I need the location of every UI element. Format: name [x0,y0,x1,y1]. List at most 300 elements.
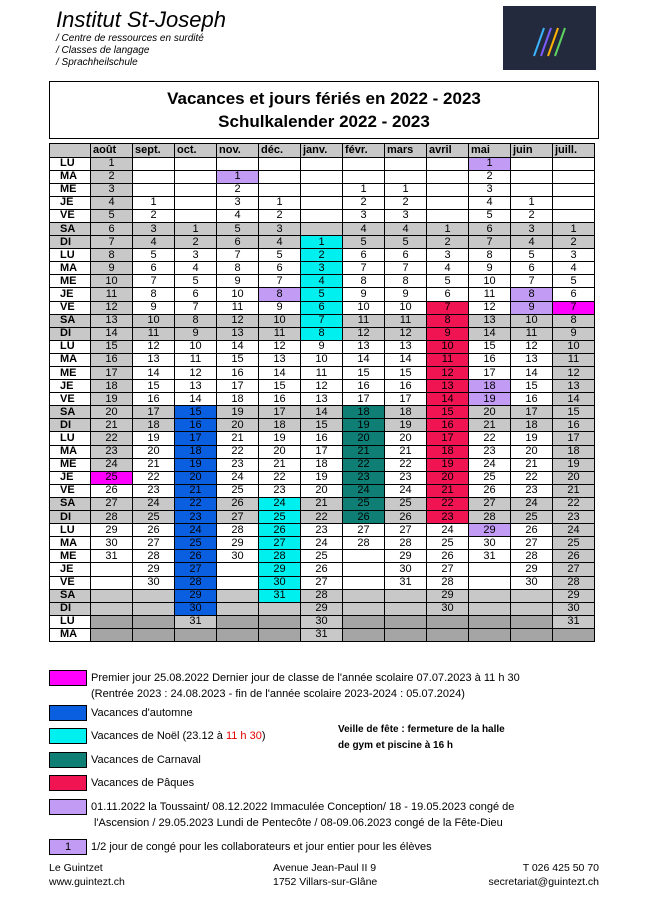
day-cell [469,589,511,602]
day-cell [553,196,595,209]
day-cell [553,628,595,641]
day-cell: 15 [133,380,175,393]
day-cell [343,615,385,628]
day-cell [511,183,553,196]
day-cell: 16 [343,380,385,393]
day-cell: 15 [259,380,301,393]
weekday-label: SA [50,314,91,327]
day-cell: 26 [175,550,217,563]
day-cell: 23 [343,471,385,484]
day-cell: 22 [175,497,217,510]
day-cell: 2 [469,170,511,183]
day-cell: 12 [343,327,385,340]
day-cell: 24 [133,497,175,510]
day-cell: 22 [343,458,385,471]
weekday-label: ME [50,183,91,196]
day-cell [511,602,553,615]
day-cell: 26 [301,563,343,576]
footer-email[interactable]: secretariat@guintezt.ch [488,876,599,888]
day-cell: 12 [385,327,427,340]
day-cell: 10 [301,353,343,366]
title-box [49,81,599,139]
day-cell: 7 [343,262,385,275]
day-cell: 18 [259,419,301,432]
day-cell: 24 [91,458,133,471]
day-cell: 10 [259,314,301,327]
day-cell: 3 [259,222,301,235]
day-cell: 25 [553,537,595,550]
footer-center [273,861,377,889]
month-header: juill. [553,144,595,158]
day-cell: 21 [217,432,259,445]
day-cell: 2 [385,196,427,209]
day-cell: 27 [259,537,301,550]
day-cell: 1 [301,236,343,249]
day-cell: 24 [469,458,511,471]
day-cell [469,602,511,615]
weekday-label: JE [50,563,91,576]
day-cell: 8 [217,262,259,275]
day-cell: 29 [511,563,553,576]
logo [503,6,596,70]
day-cell: 11 [343,314,385,327]
day-cell: 25 [469,471,511,484]
day-cell: 13 [469,314,511,327]
weekday-label: VE [50,576,91,589]
day-cell [553,157,595,170]
day-cell: 13 [259,353,301,366]
day-cell: 24 [553,524,595,537]
day-cell: 22 [511,471,553,484]
day-cell: 28 [385,537,427,550]
day-cell: 2 [175,236,217,249]
header-line-2: / Classes de langage [56,45,150,56]
day-cell: 29 [385,550,427,563]
day-cell: 28 [427,576,469,589]
day-cell: 27 [217,511,259,524]
day-cell: 9 [259,301,301,314]
day-cell [385,602,427,615]
day-cell: 20 [343,432,385,445]
day-cell: 19 [343,419,385,432]
legend-cyan-text [91,729,266,743]
day-cell [133,602,175,615]
day-cell: 24 [259,497,301,510]
day-cell: 17 [343,393,385,406]
day-cell: 27 [469,497,511,510]
day-cell: 1 [427,222,469,235]
day-cell: 18 [343,406,385,419]
day-cell [553,170,595,183]
day-cell [427,196,469,209]
half-day-swatch: 1 [49,839,87,855]
day-cell: 23 [91,445,133,458]
day-cell [175,628,217,641]
day-cell: 23 [259,484,301,497]
day-cell: 6 [259,262,301,275]
day-cell: 16 [511,393,553,406]
footer-web[interactable]: www.guintezt.ch [49,876,125,888]
legend-blue-text: Vacances d'automne [91,707,193,719]
day-cell [91,628,133,641]
day-cell: 2 [427,236,469,249]
day-cell: 29 [91,524,133,537]
day-cell [133,589,175,602]
day-cell: 25 [259,511,301,524]
day-cell: 16 [175,419,217,432]
day-cell: 21 [553,484,595,497]
day-cell: 11 [301,367,343,380]
legend-lavender [49,799,609,833]
day-cell [343,602,385,615]
day-cell: 25 [301,550,343,563]
day-cell [259,157,301,170]
day-cell: 9 [91,262,133,275]
day-cell: 30 [175,602,217,615]
day-cell: 5 [133,249,175,262]
day-cell: 6 [301,301,343,314]
day-cell: 8 [301,327,343,340]
day-cell: 5 [259,249,301,262]
weekday-label: LU [50,432,91,445]
day-cell: 12 [553,367,595,380]
day-cell: 23 [301,524,343,537]
weekday-label: JE [50,196,91,209]
day-cell: 5 [469,209,511,222]
day-cell: 15 [427,406,469,419]
day-cell [259,170,301,183]
weekday-label: LU [50,249,91,262]
legend-cyan [49,728,349,746]
month-header: nov. [217,144,259,158]
day-cell [217,576,259,589]
day-cell: 19 [427,458,469,471]
day-cell: 27 [511,537,553,550]
day-cell [511,170,553,183]
day-cell [343,563,385,576]
day-cell: 22 [427,497,469,510]
day-cell [301,170,343,183]
day-cell [133,615,175,628]
day-cell: 7 [259,275,301,288]
day-cell: 14 [343,353,385,366]
day-cell: 11 [469,288,511,301]
day-cell: 27 [91,497,133,510]
weekday-label: MA [50,445,91,458]
weekday-label: DI [50,602,91,615]
day-cell: 20 [91,406,133,419]
day-cell: 2 [133,209,175,222]
day-cell: 13 [511,353,553,366]
day-cell [385,615,427,628]
day-cell: 6 [427,288,469,301]
day-cell: 30 [133,576,175,589]
day-cell: 14 [259,367,301,380]
day-cell [553,209,595,222]
day-cell: 8 [343,275,385,288]
day-cell: 29 [175,589,217,602]
day-cell: 12 [301,380,343,393]
day-cell: 19 [133,432,175,445]
day-cell: 19 [385,419,427,432]
day-cell [427,183,469,196]
day-cell [385,628,427,641]
day-cell: 7 [511,275,553,288]
red-swatch [49,775,87,791]
day-cell: 15 [343,367,385,380]
day-cell: 8 [175,314,217,327]
day-cell: 7 [553,301,595,314]
day-cell: 7 [301,314,343,327]
day-cell: 6 [385,249,427,262]
weekday-label: JE [50,471,91,484]
weekday-label: MA [50,170,91,183]
day-cell: 9 [301,340,343,353]
day-cell: 11 [511,327,553,340]
day-cell: 2 [343,196,385,209]
cyan-red: 11 h 30 [225,730,262,742]
day-cell: 24 [343,484,385,497]
day-cell: 23 [133,484,175,497]
day-cell: 17 [469,367,511,380]
day-cell [469,615,511,628]
day-cell: 27 [343,524,385,537]
footer-right [481,861,599,889]
day-cell: 7 [175,301,217,314]
day-cell: 25 [343,497,385,510]
note-box [338,722,505,754]
month-header: févr. [343,144,385,158]
day-cell: 18 [469,380,511,393]
day-cell [511,157,553,170]
day-cell: 7 [133,275,175,288]
day-cell: 3 [133,222,175,235]
day-cell: 10 [511,314,553,327]
day-cell: 5 [385,236,427,249]
day-cell: 11 [91,288,133,301]
day-cell [301,222,343,235]
day-cell: 14 [385,353,427,366]
day-cell: 14 [469,327,511,340]
header-line-3: / Sprachheilschule [56,57,138,68]
day-cell: 19 [217,406,259,419]
day-cell: 13 [343,340,385,353]
day-cell: 16 [217,367,259,380]
day-cell: 3 [385,209,427,222]
calendar-table [49,143,595,642]
day-cell: 30 [385,563,427,576]
day-cell: 24 [427,524,469,537]
day-cell [385,589,427,602]
day-cell: 24 [217,471,259,484]
day-cell [175,157,217,170]
day-cell: 5 [511,249,553,262]
day-cell: 10 [217,288,259,301]
day-cell: 13 [91,314,133,327]
day-cell: 8 [133,288,175,301]
day-cell: 20 [133,445,175,458]
day-cell: 18 [91,380,133,393]
footer-name: Le Guintzet [49,862,103,874]
logo-stripes-icon [503,6,596,70]
day-cell [133,157,175,170]
day-cell: 9 [469,262,511,275]
day-cell [301,196,343,209]
day-cell [301,157,343,170]
weekday-label: DI [50,419,91,432]
day-cell: 11 [553,353,595,366]
day-cell [553,183,595,196]
day-cell: 21 [133,458,175,471]
day-cell: 20 [175,471,217,484]
day-cell: 15 [217,353,259,366]
day-cell: 24 [301,537,343,550]
day-cell [91,602,133,615]
day-cell: 6 [217,236,259,249]
day-cell: 21 [469,419,511,432]
day-cell: 28 [133,550,175,563]
day-cell: 5 [217,222,259,235]
day-cell: 8 [91,249,133,262]
day-cell [91,615,133,628]
day-cell: 30 [91,537,133,550]
day-cell [343,170,385,183]
day-cell: 3 [469,183,511,196]
day-cell [217,157,259,170]
day-cell [511,628,553,641]
legend-lav-line-1: 01.11.2022 la Toussaint/ 08.12.2022 Immaculée Conception/ 18 - 19.05.2023 congé de [91,801,515,813]
day-cell: 1 [343,183,385,196]
day-cell: 30 [259,576,301,589]
day-cell: 9 [427,327,469,340]
day-cell: 29 [427,589,469,602]
day-cell: 3 [175,249,217,262]
day-cell: 28 [511,550,553,563]
weekday-label: SA [50,589,91,602]
day-cell [91,563,133,576]
day-cell: 30 [511,576,553,589]
day-cell: 9 [385,288,427,301]
day-cell: 1 [217,170,259,183]
day-cell: 16 [301,432,343,445]
note-line-1: Veille de fête : fermeture de la halle [338,724,505,735]
footer-left [49,861,125,889]
weekday-label: ME [50,367,91,380]
day-cell: 15 [175,406,217,419]
day-cell: 17 [427,432,469,445]
day-cell: 4 [217,209,259,222]
day-cell: 9 [175,327,217,340]
day-cell: 17 [91,367,133,380]
day-cell: 12 [91,301,133,314]
day-cell [217,563,259,576]
legend-teal [49,752,349,770]
cyan-swatch [49,728,87,744]
day-cell [427,157,469,170]
day-cell: 15 [91,340,133,353]
day-cell [469,576,511,589]
day-cell: 24 [511,497,553,510]
day-cell [133,183,175,196]
day-cell: 21 [175,484,217,497]
legend-red [49,775,349,793]
weekday-label: ME [50,550,91,563]
day-cell: 16 [469,353,511,366]
day-cell: 13 [175,380,217,393]
day-cell: 26 [133,524,175,537]
day-cell: 11 [427,353,469,366]
day-cell: 30 [427,602,469,615]
day-cell: 10 [427,340,469,353]
day-cell [427,615,469,628]
day-cell: 12 [511,340,553,353]
weekday-label: DI [50,236,91,249]
weekday-label: MA [50,628,91,641]
day-cell: 18 [553,445,595,458]
day-cell: 19 [91,393,133,406]
header-line-1: / Centre de ressources en surdité [56,33,204,44]
month-header: juin [511,144,553,158]
day-cell [301,209,343,222]
day-cell: 11 [217,301,259,314]
day-cell: 5 [301,288,343,301]
day-cell: 17 [175,432,217,445]
day-cell: 11 [175,353,217,366]
day-cell: 21 [91,419,133,432]
legend-teal-text: Vacances de Carnaval [91,754,201,766]
institute-name: Institut St-Joseph [56,7,226,32]
day-cell: 26 [427,550,469,563]
day-cell: 23 [511,484,553,497]
day-cell: 10 [343,301,385,314]
weekday-label: LU [50,524,91,537]
weekday-label: SA [50,222,91,235]
day-cell: 14 [553,393,595,406]
day-cell: 3 [511,222,553,235]
weekday-label: LU [50,157,91,170]
weekday-label: LU [50,615,91,628]
teal-swatch [49,752,87,768]
day-cell: 25 [217,484,259,497]
day-cell: 14 [217,340,259,353]
day-cell: 6 [553,288,595,301]
day-cell: 16 [133,393,175,406]
day-cell: 27 [175,563,217,576]
day-cell: 27 [553,563,595,576]
day-cell [217,628,259,641]
day-cell: 25 [427,537,469,550]
day-cell: 3 [553,249,595,262]
day-cell: 31 [469,550,511,563]
day-cell: 22 [469,432,511,445]
day-cell: 1 [91,157,133,170]
day-cell [91,589,133,602]
day-cell: 28 [469,511,511,524]
day-cell: 3 [301,262,343,275]
day-cell [217,615,259,628]
day-cell: 27 [427,563,469,576]
day-cell: 6 [133,262,175,275]
day-cell: 3 [343,209,385,222]
day-cell: 28 [175,576,217,589]
day-cell: 4 [343,222,385,235]
day-cell: 1 [385,183,427,196]
day-cell [469,628,511,641]
day-cell: 15 [301,419,343,432]
weekday-label: MA [50,262,91,275]
day-cell: 10 [175,340,217,353]
day-cell: 8 [259,288,301,301]
